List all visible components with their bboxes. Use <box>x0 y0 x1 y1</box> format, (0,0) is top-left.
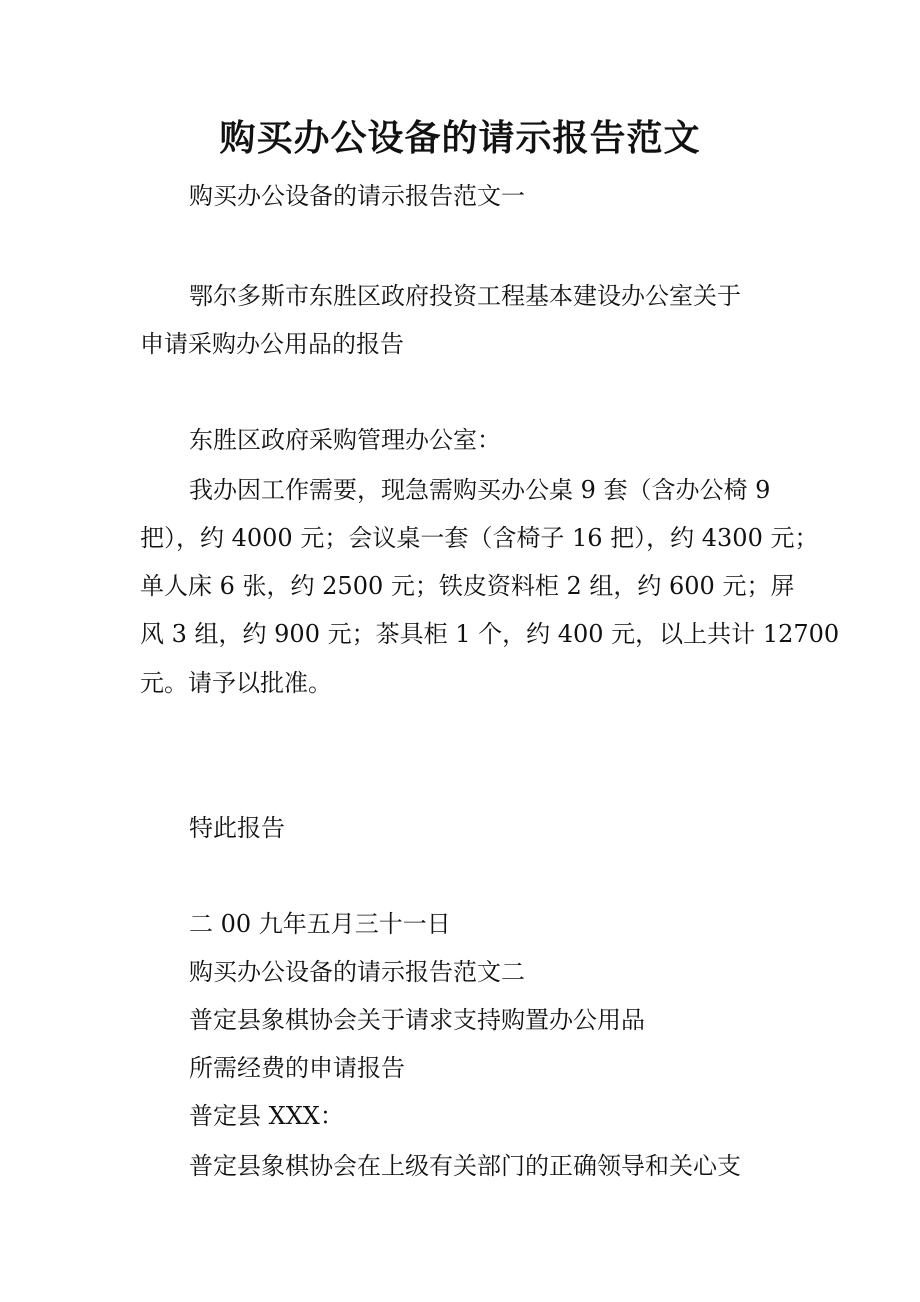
document-title: 购买办公设备的请示报告范文 <box>219 117 701 159</box>
section-heading-1: 购买办公设备的请示报告范文一 <box>189 182 525 210</box>
report-subject-2-line-2: 所需经费的申请报告 <box>189 1054 405 1082</box>
report-subject-line-2: 申请采购办公用品的报告 <box>140 330 404 358</box>
body-paragraph-line-2: 把），约 4000 元；会议桌一套（含椅子 16 把），约 4300 元； <box>140 524 819 552</box>
report-subject-2-line-1: 普定县象棋协会关于请求支持购置办公用品 <box>189 1006 645 1034</box>
body-paragraph-line-5: 元。请予以批准。 <box>140 669 332 697</box>
body-paragraph-line-3: 单人床 6 张，约 2500 元；铁皮资料柜 2 组，约 600 元；屏 <box>140 572 795 600</box>
closing-remark: 特此报告 <box>189 814 285 842</box>
addressee-2: 普定县 XXX： <box>189 1102 344 1130</box>
addressee: 东胜区政府采购管理办公室： <box>189 426 501 454</box>
body-paragraph-2-line-1: 普定县象棋协会在上级有关部门的正确领导和关心支 <box>189 1152 741 1180</box>
report-subject-line-1: 鄂尔多斯市东胜区政府投资工程基本建设办公室关于 <box>189 282 741 310</box>
body-paragraph-line-1: 我办因工作需要，现急需购买办公桌 9 套（含办公椅 9 <box>189 476 771 504</box>
body-paragraph-line-4: 风 3 组，约 900 元；茶具柜 1 个，约 400 元，以上共计 12700 <box>140 620 840 648</box>
section-heading-2: 购买办公设备的请示报告范文二 <box>189 958 525 986</box>
report-date: 二 00 九年五月三十一日 <box>189 910 451 938</box>
